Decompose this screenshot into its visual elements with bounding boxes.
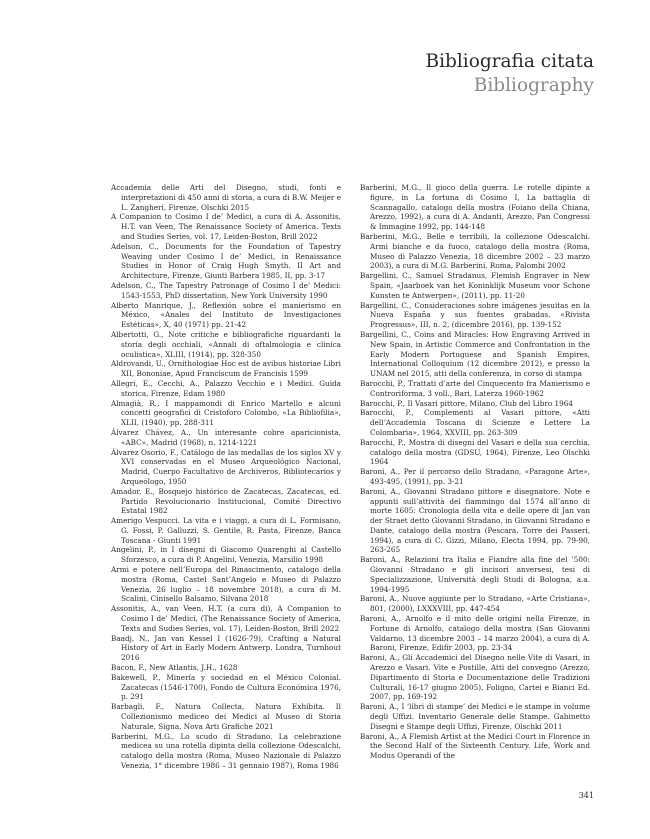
page-heading: [426, 50, 595, 98]
bibliography-entry: Alberto Manrique, J., Reflexión sobre el manierismo en México, «Anales del Instituto de Investigaciones Estéticas», X, 40 (1971) pp. 21-42: [111, 300, 341, 330]
bibliography-entry: Albertotti, G., Note critiche e bibliografiche riguardanti la storia degli occhiali, «Annali di oftalmologia e clinica oculistica», XLIII, (1914), pp. 328-350: [111, 329, 341, 359]
bibliography-entry: Baroni, A., I ‘libri di stampe’ dei Medici e le stampe in volume degli Uffizi. Inventario Generale delle Stampe. Gabinetto Disegni e Stampe degli Uffizi, Firenze, Olschki 2011: [360, 702, 590, 731]
bibliography-entry: Armi e potere nell’Europa del Rinascimento, catalogo della mostra (Roma, Castel Sant’Angelo e Museo di Palazzo Venezia, 26 luglio – 18 novembre 2018), a cura di M. Scalini, Cinisello Balsamo, Silvana 2018: [111, 565, 341, 604]
bibliography-entry: Bacon, F., New Atlantis, J.H., 1628: [111, 663, 238, 673]
bibliography-entry: Barberini, M.G., Belle e terribili, la collezione Odescalchi. Armi bianche e da fuoco, catalogo della mostra (Roma, Museo di Palazzo Venezia, 18 dicembre 2002 – 23 marzo 2003), a cura di M.G. Barberini, Roma, Palombi 2002: [360, 231, 590, 271]
bibliography-entry: Barberini, M.G., Il gioco della guerra. Le rotelle dipinte a figure, in La fortuna di Cosimo I, La battaglia di Scannagallo, catalogo della mostra (Foiano della Chiana, Arezzo, 1992), a cura di A. Andanti, Arezzo, Pan Congressi & Immagine 1992, pp. 144-148: [360, 183, 590, 232]
bibliography-entry: Angelini, P., in I disegni di Giacomo Quarenghi al Castello Sforzesco, a cura di P. Angelini, Venezia, Marsilio 1998: [111, 545, 341, 565]
bibliography-entry: Aldrovandi, U., Ornithologiae Hoc est de avibus historiae Libri XII, Bononiae, Apud Franciscum de Francisis 1599: [111, 359, 341, 379]
page-number: 341: [578, 791, 594, 800]
bibliography-entry: Barocchi, P., Trattati d’arte del Cinquecento fra Manierismo e Controriforma, 3 voll., Bari, Laterza 1960-1962: [360, 378, 590, 398]
bibliography-entry: Bargellini, C., Coins and Miracles: How Engraving Arrived in New Spain, in Artistic Commerce and Confrontation in the Early Modern Portuguese and Spanish Empires, International Colloquium (12 dicembre 2012), e presso la UNAM nel 2015, atti della conferenza, in corso di stampa: [360, 329, 590, 379]
bibliography-entry: Assonitis, A., van Veen, H.T. (a cura di), A Companion to Cosimo I de’ Medici, (The Renaissance Society of America, Texts and Sudies Series, vol. 17), Leiden-Boston, Brill 2022: [111, 604, 341, 633]
bibliography-entry: Baroni, A., Per il percorso dello Stradano, «Paragone Arte», 493-495, (1991), pp. 3-21: [360, 467, 590, 486]
title-italian: Bibliografia citata: [425, 51, 594, 72]
bibliography-entry: Baroni, A., Arnolfo e il mito delle origini nella Firenze, in Fortune di Arnolfo, catalogo della mostra (San Giovanni Valdarno, 13 dicembre 2003 – 14 marzo 2004), a cura di A. Baroni, Firenze, Edifir 2003, pp. 23-34: [360, 614, 590, 653]
bibliography-entry: Adelson, C., Documents for the Foundation of Tapestry Weaving under Cosimo I de’ Medici, in Renaissance Studies in Honor of Craig Hugh Smyth. II Art and Architecture, Firenze, Giunti Barbera 1985, II, pp. 3-17: [111, 241, 341, 281]
bibliography-entry: Barocchi, P., Il Vasari pittore, Milano, Club del Libro 1964: [360, 398, 573, 408]
bibliography-entry: Álvarez Chávez, A., Un interesante cobre aparicionista, «ABC», Madrid (1968), n. 1214-1221: [111, 427, 341, 447]
bibliography-entry: Amerigo Vespucci. La vita e i viaggi, a cura di L. Formisano, G. Fossi, P. Galluzzi, S. Gentile, R. Pasta, Firenze, Banca Toscana - Giunti 1991: [111, 516, 341, 545]
bibliography-entry: Baroni, A., A Flemish Artist at the Medici Court in Florence in the Second Half of the Sixteenth Century. Life, Work and Modus Operandi of the: [360, 731, 590, 761]
bibliography-entry: Baroni, A., Relazioni tra Italia e Fiandre alla fine del ’500: Giovanni Stradano e gli incisori anversesi, tesi di Specializzazione, Università degli Studi di Bologna, a.a. 1994-1995: [360, 555, 590, 594]
bibliography-entry: Almagià, R., I mappamondi di Enrico Martello e alcuni concetti geografici di Cristoforo Colombo, «La Bibliofilia», XLII, (1940), pp. 288-311: [111, 398, 341, 428]
bibliography-entry: Adelson, C., The Tapestry Patronage of Cosimo I de’ Medici: 1543-1553, PhD dissertation, New York University 1990: [111, 280, 341, 300]
bibliography-column-right: [360, 183, 590, 761]
bibliography-entry: Baroni, A., Giovanni Stradano pittore e disegnatore. Note e appunti sull’attività del fiammingo dal 1574 all’anno di morte 1605: Cronologia della vita e delle opere di Jan van der Straet detto Giovanni Stradano, in Giovanni Stradano e Dante, catalogo della mostra (Pescara, Torre dei Passeri, 1994), a cura di C. Gizzi, Milano, Electa 1994, pp. 79-90, 263-265: [360, 486, 590, 555]
title-english: Bibliography: [473, 75, 594, 96]
bibliography-entry: Baroni, A., Gli Accademici del Disegno nelle Vite di Vasari, in Arezzo e Vasari. Vite e Postille, Atti del convegno (Arezzo, Dipartimento di Storia e Documentazione delle Tradizioni Culturali, 16-17 giugno 2005), Foligno, Cartei e Bianci Ed. 2007, pp. 169-192: [360, 653, 590, 702]
bibliography-entry: Baadj, N., Jan van Kessel I (1626-79), Crafting a Natural History of Art in Early Modern Antwerp, Londra, Turnhout 2016: [111, 633, 341, 663]
bibliography-entry: Amador, E., Bosquejo histórico de Zacatecas, Zacatecas, ed. Partido Revolucionario Institucional, Comité Directivo Estatal 1982: [111, 486, 341, 516]
bibliography-entry: Barbagli, F., Natura Collecta, Natura Exhibita. Il Collezionismo mediceo dei Medici al Museo di Storia Naturale, Signa, Nova Arti Grafiche 2021: [111, 702, 341, 731]
bibliography-entry: Barocchi, P., Mostra di disegni del Vasari e della sua cerchia, catalogo della mostra (GDSU, 1964), Firenze, Leo Olschki 1964: [360, 437, 590, 467]
bibliography-entry: Allegri, E., Cecchi, A., Palazzo Vecchio e i Medici. Guida storica, Firenze, Edam 1980: [111, 378, 341, 398]
bibliography-entry: Baroni, A., Nuove aggiunte per lo Stradano, «Arte Cristiana», 801, (2000), LXXXVIII, pp. 447-454: [360, 594, 590, 614]
bibliography-entry: Bargellini, C., Consideraciones sobre imágenes jesuitas en la Nueva España y sus fuentes grabadas, «Rivista Progressus», III, n. 2, (dicembre 2016), pp. 139-152: [360, 300, 590, 330]
bibliography-entry: Accademia delle Arti del Disegno, studi, fonti e interpretazioni di 450 anni di storia, a cura di B.W. Meijer e L. Zangheri, Firenze, Olschki 2015: [111, 183, 341, 212]
bibliography-entry: Barberini, M.G., Lo scudo di Stradano. La celebrazione medicea su una rotella dipinta della collezione Odescalchi, catalogo della mostra (Roma, Museo Nazionale di Palazzo Venezia, 1° dicembre 1986 – 31 gennaio 1987), Roma 1986: [111, 731, 341, 771]
bibliography-column-left: [111, 183, 341, 771]
bibliography-entry: Bargellini, C., Samuel Stradanus, Flemish Engraver in New Spain, «Jaarboek van het Koninklijk Museum voor Schone Kunsten te Antwerpen», (2011), pp. 11-20: [360, 271, 590, 300]
bibliography-entry: Barocchi, P., Complementi al Vasari pittore, «Atti dell’Accademia Toscana di Scienze e Lettere La Colombaria», 1964, XXVIII, pp. 263-309: [360, 408, 590, 437]
bibliography-entry: Álvarez Osorio, F., Catálogo de las medallas de los siglos XV y XVI conservadas en el Museo Arqueológico Nacional, Madrid, Cuerpo Facultativo de Archiveros, Bibliotecarios y Arqueólogo, 1950: [111, 447, 341, 486]
bibliography-entry: Bakewell, P., Minería y sociedad en el México Colonial. Zacatecas (1546-1700), Fondo de Cultura Económica 1976, p. 291: [111, 672, 341, 702]
bibliography-entry: A Companion to Cosimo I de’ Medici, a cura di A. Assonitis, H.T. van Veen, The Renaissance Society of America, Texts and Studies Series, vol. 17, Leiden-Boston, Brill 2022: [111, 212, 341, 241]
